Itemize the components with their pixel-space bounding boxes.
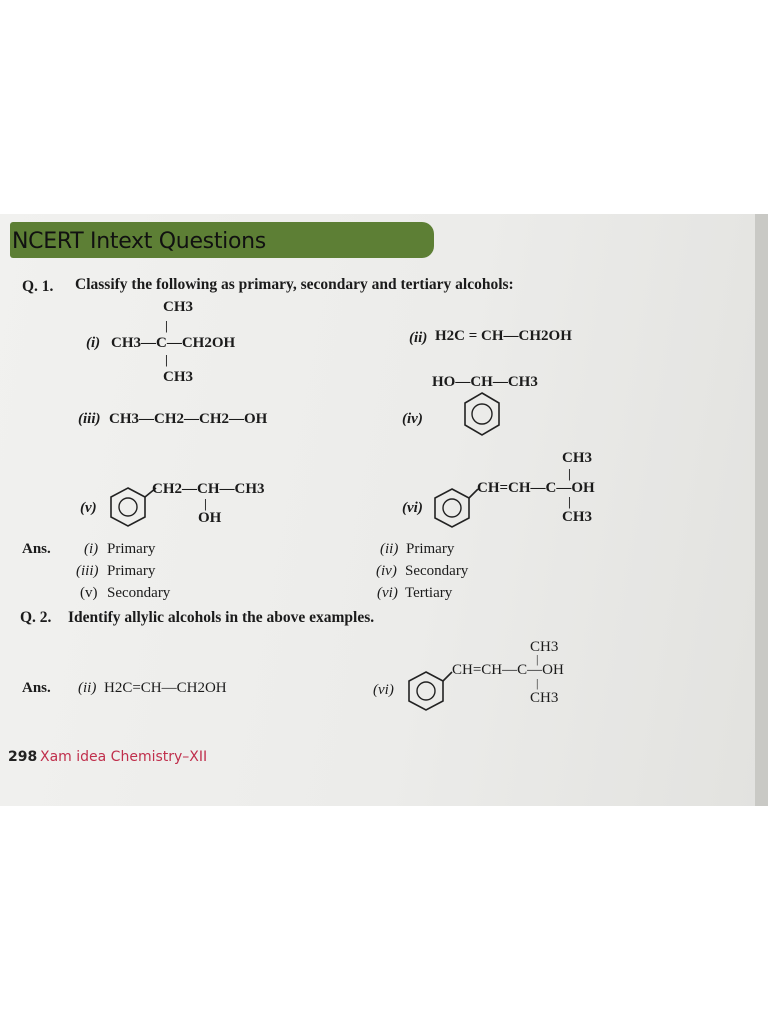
compound-i-bottom: CH3 bbox=[163, 369, 193, 385]
compound-vi-bottom: CH3 bbox=[562, 509, 592, 525]
compound-vi-label: (vi) bbox=[402, 500, 423, 516]
answer-text: Primary bbox=[107, 541, 156, 557]
section-title: NCERT Intext Questions bbox=[12, 229, 266, 254]
compound-vi-top: CH3 bbox=[562, 450, 592, 466]
bond-vertical: | bbox=[536, 676, 539, 690]
answer-number: (ii) bbox=[78, 680, 97, 696]
q1-number: Q. 1. bbox=[22, 278, 54, 295]
bond-vertical: | bbox=[536, 652, 539, 666]
compound-v-branch: OH bbox=[198, 510, 222, 526]
compound-iv-label: (iv) bbox=[402, 411, 423, 427]
answer-label: Ans. bbox=[22, 680, 51, 696]
answer-label: Ans. bbox=[22, 541, 51, 557]
q2-text: Identify allylic alcohols in the above examples. bbox=[68, 609, 375, 626]
answer-text: Secondary bbox=[107, 585, 171, 601]
q1-text: Classify the following as primary, secondary and tertiary alcohols: bbox=[75, 276, 514, 293]
answer-number: (iv) bbox=[376, 563, 397, 579]
bond-vertical: | bbox=[204, 496, 207, 511]
answer-number: (vi) bbox=[377, 585, 398, 601]
bond-vertical: | bbox=[568, 466, 571, 481]
compound-i-top: CH3 bbox=[163, 299, 193, 315]
answer-vi-bottom: CH3 bbox=[530, 690, 559, 706]
bond-vertical: | bbox=[165, 318, 168, 333]
answer-formula: H2C=CH—CH2OH bbox=[104, 680, 227, 696]
answer-number: (ii) bbox=[380, 541, 399, 557]
benzene-ring-icon bbox=[462, 391, 502, 439]
benzene-ring-icon bbox=[108, 486, 148, 530]
book-title: Xam idea Chemistry–XII bbox=[40, 749, 208, 765]
compound-ii-label: (ii) bbox=[409, 330, 428, 346]
answer-text: Primary bbox=[107, 563, 156, 579]
compound-v-formula: CH2—CH—CH3 bbox=[152, 481, 265, 497]
bond-vertical: | bbox=[165, 352, 168, 367]
q2-number: Q. 2. bbox=[20, 609, 52, 626]
page-number: 298 bbox=[8, 749, 38, 765]
bond-vertical: | bbox=[568, 494, 571, 509]
answer-vi-top: CH3 bbox=[530, 639, 559, 655]
answer-text: Secondary bbox=[405, 563, 469, 579]
compound-iii-formula: CH3—CH2—CH2—OH bbox=[109, 411, 268, 427]
benzene-ring-icon bbox=[406, 670, 448, 714]
compound-iv-formula: HO—CH—CH3 bbox=[432, 374, 538, 390]
page-edge bbox=[755, 214, 768, 806]
answer-text: Tertiary bbox=[405, 585, 453, 601]
compound-vi-formula: CH=CH—C—OH bbox=[477, 480, 595, 496]
compound-ii-formula: H2C = CH—CH2OH bbox=[435, 328, 572, 344]
answer-text: Primary bbox=[406, 541, 455, 557]
answer-number: (v) bbox=[80, 585, 98, 601]
compound-i-formula: CH3—C—CH2OH bbox=[111, 335, 236, 351]
compound-iii-label: (iii) bbox=[78, 411, 101, 427]
answer-vi-formula: CH=CH—C—OH bbox=[452, 662, 564, 678]
answer-number: (i) bbox=[84, 541, 99, 557]
answer-number: (iii) bbox=[76, 563, 99, 579]
compound-v-label: (v) bbox=[80, 500, 97, 516]
compound-i-label: (i) bbox=[86, 335, 101, 351]
benzene-ring-icon bbox=[432, 487, 472, 531]
answer-number: (vi) bbox=[373, 682, 394, 698]
